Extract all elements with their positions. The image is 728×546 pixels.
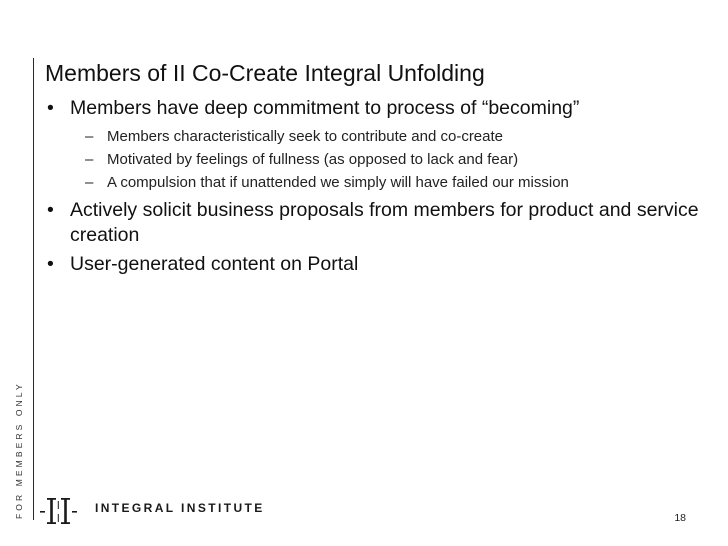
left-vertical-rule	[33, 58, 34, 520]
bullet-text: Members have deep commitment to process of “becoming”	[70, 97, 580, 119]
bullet-item	[45, 198, 705, 248]
sub-bullet-text: A compulsion that if unattended we simply will have failed our mission	[107, 174, 569, 191]
bullet-item	[45, 96, 705, 194]
bullet-marker: •	[47, 97, 54, 119]
sub-bullet-list	[70, 125, 705, 194]
page-number: 18	[674, 512, 686, 524]
sub-bullet-text: Motivated by feelings of fullness (as opposed to lack and fear)	[107, 151, 519, 168]
sub-bullet-text: Members characteristically seek to contribute and co-create	[107, 128, 504, 145]
bullet-marker: •	[47, 199, 54, 221]
sub-bullet-item	[70, 148, 705, 171]
sub-bullet-marker: –	[85, 128, 94, 145]
sub-bullet-item	[70, 125, 705, 148]
sub-bullet-item	[70, 171, 705, 194]
slide-title: Members of II Co-Create Integral Unfolding	[45, 60, 485, 86]
bullet-item	[45, 252, 705, 277]
logo-text: INTEGRAL INSTITUTE	[95, 501, 265, 515]
bullet-text: User-generated content on Portal	[70, 253, 359, 275]
side-label: FOR MEMBERS ONLY	[14, 381, 24, 519]
sub-bullet-marker: –	[85, 174, 94, 191]
bullet-marker: •	[47, 253, 54, 275]
bullet-text: Actively solicit business proposals from members for product and service creation	[70, 199, 699, 246]
integral-institute-logo-icon	[40, 496, 80, 526]
sub-bullet-marker: –	[85, 151, 94, 168]
bullet-list	[45, 96, 705, 281]
